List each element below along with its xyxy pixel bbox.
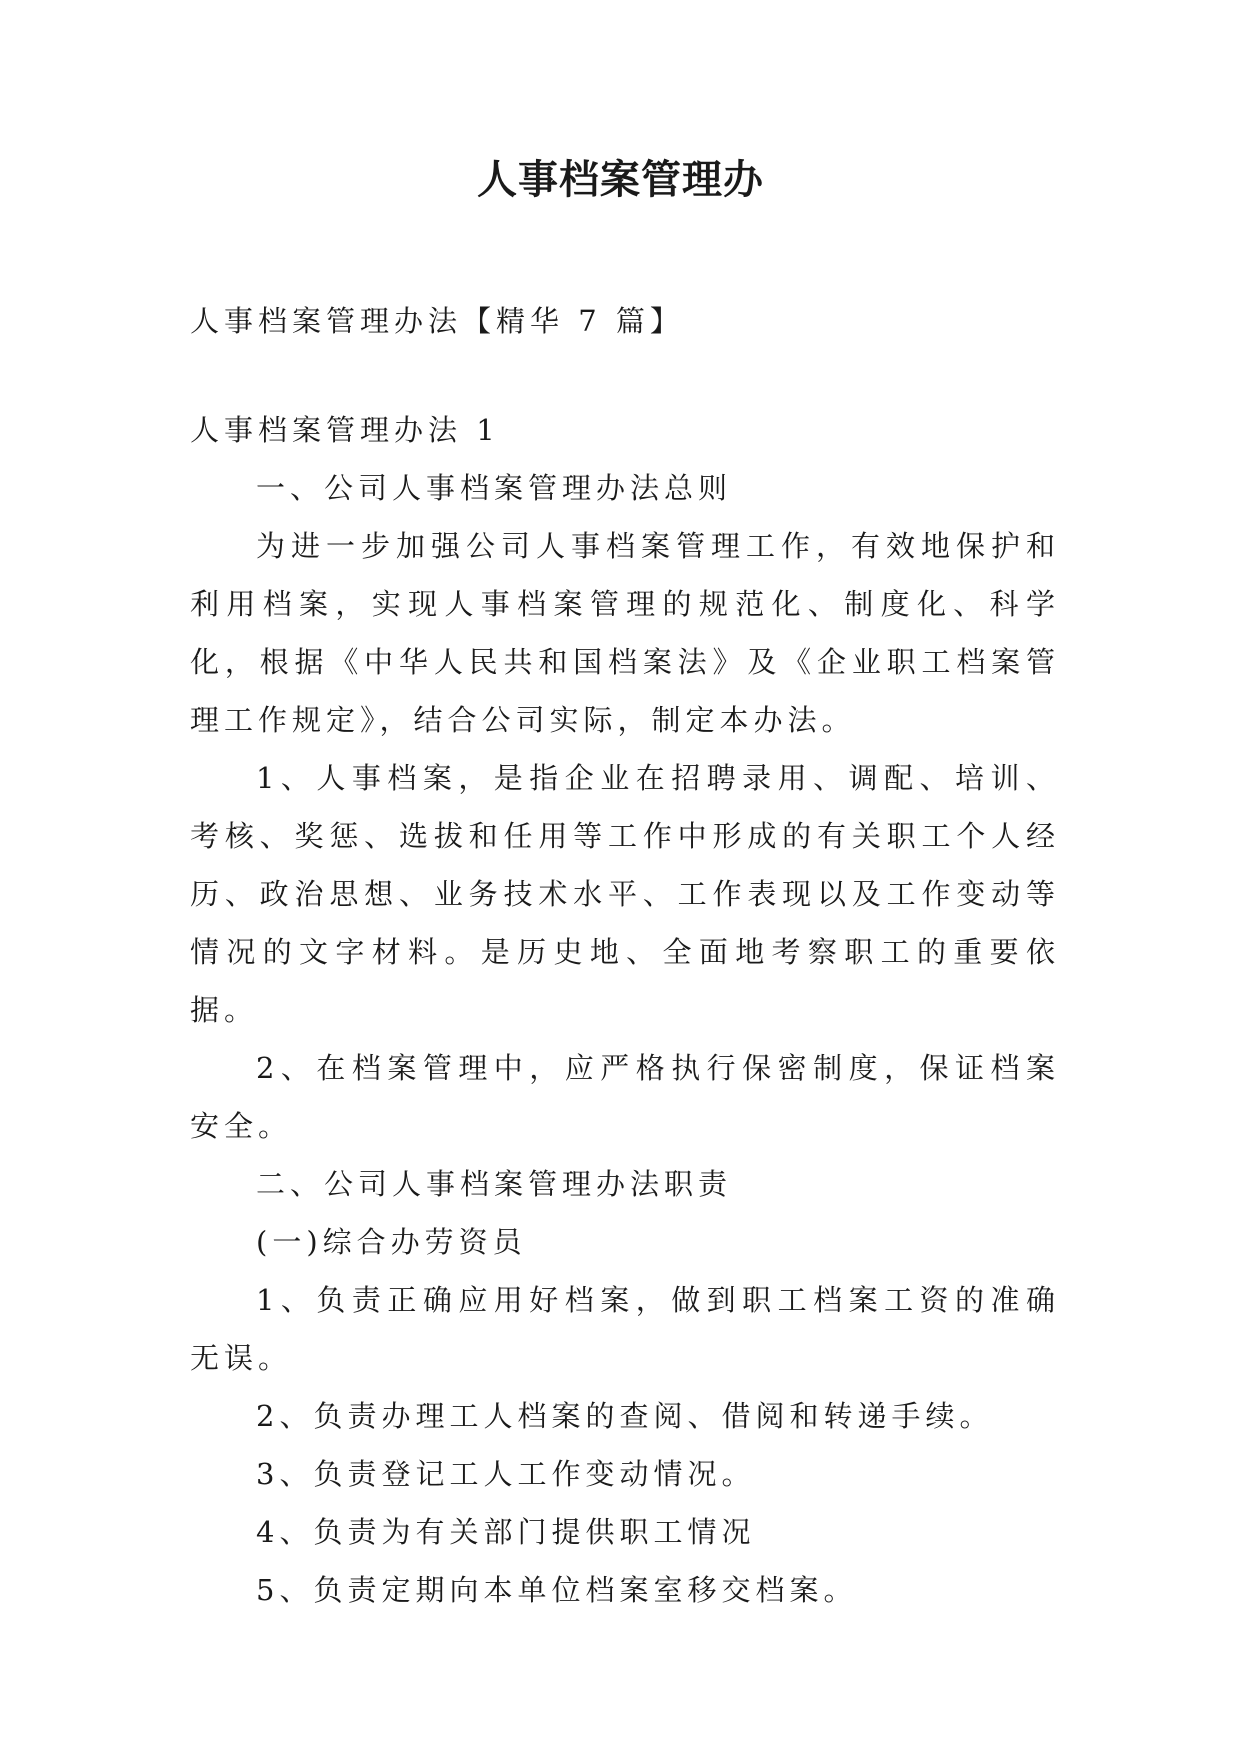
page-title: 人事档案管理办 <box>477 156 764 203</box>
paragraph-item-2-confidentiality: 2、在档案管理中，应严格执行保密制度，保证档案安全。 <box>190 1051 1060 1143</box>
paragraph-duty-1: 1、负责正确应用好档案，做到职工档案工资的准确无误。 <box>190 1283 1060 1375</box>
document-subtitle: 人事档案管理办法【精华 7 篇】 <box>190 304 684 338</box>
paragraph-purpose: 为进一步加强公司人事档案管理工作，有效地保护和利用档案，实现人事档案管理的规范化、制度化、科学化，根据《中华人民共和国档案法》及《企业职工档案管理工作规定》，结合公司实际，制定本办法。 <box>190 529 1060 737</box>
paragraph-duty-4: 4、负责为有关部门提供职工情况 <box>256 1515 756 1549</box>
paragraph-responsibilities-heading: 二、公司人事档案管理办法职责 <box>256 1167 733 1201</box>
paragraph-duty-3: 3、负责登记工人工作变动情况。 <box>256 1457 756 1491</box>
paragraph-duty-5: 5、负责定期向本单位档案室移交档案。 <box>256 1573 858 1607</box>
document-body <box>190 401 1060 1619</box>
paragraph-general-principles-heading: 一、公司人事档案管理办法总则 <box>256 471 733 505</box>
paragraph-subheading-labor-staff: (一)综合办劳资员 <box>256 1225 527 1259</box>
paragraph-item-1-definition: 1、人事档案，是指企业在招聘录用、调配、培训、考核、奖惩、选拔和任用等工作中形成的有关职工个人经历、政治思想、业务技术水平、工作表现以及工作变动等情况的文字材料。是历史地、全面地考察职工的重要依据。 <box>190 761 1060 1027</box>
paragraph-duty-2: 2、负责办理工人档案的查阅、借阅和转递手续。 <box>256 1399 994 1433</box>
section-title: 人事档案管理办法 1 <box>190 413 500 447</box>
